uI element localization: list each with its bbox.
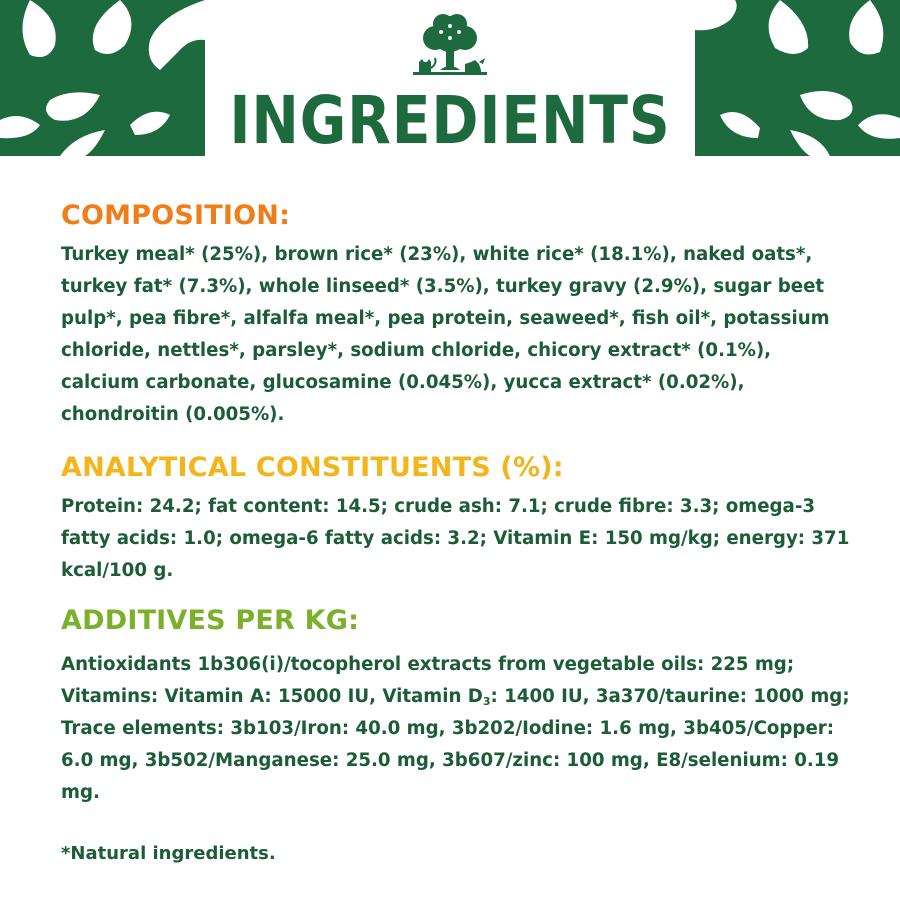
natural-ingredients-footnote: *Natural ingredients.: [61, 843, 276, 864]
additives-text: [61, 649, 851, 809]
page-title: INGREDIENTS: [229, 82, 671, 159]
analytical-constituents-text: Protein: 24.2; fat content: 14.5; crude ash: 7.1; crude fibre: 3.3; omega-3 fatty acids: 1.0; omega-6 fatty acids: 3.2; Vitamin E: 150 mg/kg; energy: 371 kcal/100 g.: [61, 496, 850, 581]
header-banner: [0, 0, 900, 159]
composition-heading: COMPOSITION:: [61, 200, 291, 231]
additives-section: [61, 601, 851, 809]
analytical-constituents-section: [61, 448, 851, 587]
vitamin-d-subscript: 3: [482, 695, 491, 708]
composition-text: Turkey meal* (25%), brown rice* (23%), white rice* (18.1%), naked oats*, turkey fat* (7.3%), whole linseed* (3.5%), turkey gravy (2.9%), sugar beet pulp*, pea fibre*, alfalfa meal*, pea protein, seaweed*, fish oil*, potassium chloride, nettles*, parsley*, sodium chloride, chicory extract* (0.1%), calcium carbonate, glucosamine (0.045%), yucca extract* (0.02%), chondroitin (0.005%).: [61, 244, 830, 425]
additives-text-part1: Antioxidants 1b306(i)/tocopherol extracts from vegetable oils: 225 mg; Vitamins: Vitamin A: 15000 IU, Vitamin D: [61, 654, 795, 707]
additives-text-part2: : 1400 IU, 3a370/taurine: 1000 mg; Trace elements: 3b103/Iron: 40.0 mg, 3b202/Iodine: 1.6 mg, 3b405/Copper: 6.0 mg, 3b502/Manganese: 25.0 mg, 3b607/zinc: 100 mg, E8/selenium: 0.19 mg.: [61, 686, 850, 803]
composition-section: [61, 196, 851, 431]
additives-heading: ADDITIVES PER KG:: [61, 605, 360, 636]
analytical-constituents-heading: ANALYTICAL CONSTITUENTS (%):: [61, 452, 564, 483]
tree-with-cat-and-dog-icon: [405, 12, 495, 82]
